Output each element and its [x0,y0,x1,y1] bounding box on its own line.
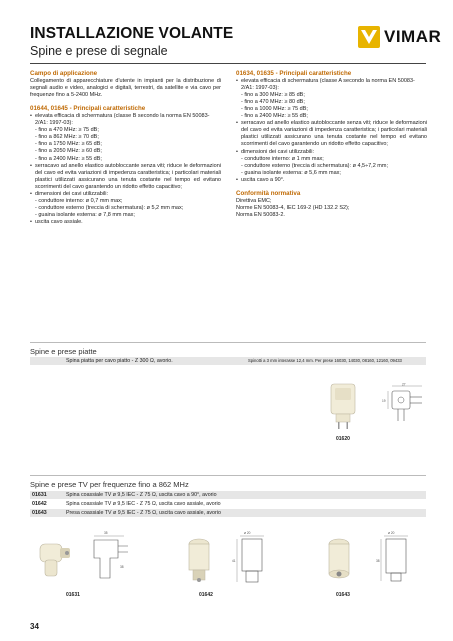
features-title-left: 01644, 01645 - Principali caratteristiche [30,105,146,113]
conformity-title: Conformità normativa [236,189,301,197]
bullet-shielding: • elevata efficacia di schermatura (classe A secondo la norma EN 50083-2/A1: 1997-03): [236,78,427,92]
page-title: INSTALLAZIONE VOLANTE [30,25,234,42]
table-row [30,500,426,508]
freq-item: - fino a 2050 MHz: ≥ 60 dB; [35,148,102,155]
row-description: Presa coassiale TV ø 9,5 IEC - Z 75 Ω, uscita cavo assiale, avorio [66,510,221,516]
straight-plug-image [184,536,214,584]
freq-item: - fino a 470 MHz: ≥ 80 dB; [241,99,305,106]
section-divider [30,475,426,476]
product-code-caption: 01620 [336,436,350,442]
row-description: Spina coassiale TV ø 9,5 IEC - Z 75 Ω, uscita cavo a 90°, avorio [66,492,217,498]
freq-item: - fino a 1750 MHz: ≥ 65 dB; [35,141,102,148]
table-row [30,491,426,499]
dim-item: - guaina isolante esterna: ø 5,6 mm max; [241,169,341,176]
conformity-line: Norma EN 50083-2. [236,211,285,218]
svg-text:ø 20: ø 20 [388,531,395,535]
section-title-flat: Spine e prese piatte [30,347,97,356]
product-code-caption: 01631 [66,592,80,598]
dim-item: - conduttore esterno (treccia di schermatura): ø 4,5÷7,2 mm; [241,162,388,169]
conformity-line: Direttiva EMC; [236,197,272,204]
product-code-caption: 01642 [199,592,213,598]
right-column [236,70,427,219]
left-column [30,70,221,226]
bullet-cable-dimensions: • dimensioni dei cavi utilizzabili: [30,191,221,198]
campo-title: Campo di applicazione [30,70,98,77]
dim-item: - conduttore interno: ø 0,7 mm max; [35,197,123,204]
section-title-tv: Spine e prese TV per frequenze fino a 862 MHz [30,480,189,489]
row-code: 01643 [32,510,47,516]
header-divider [30,63,426,64]
brand-logo [358,25,441,49]
dim-item: - conduttore interno: ø 1 mm max; [241,155,324,162]
plug-90-image [36,534,76,580]
row-description: Spina piatta per cavo piatto - Z 300 Ω, avorio. [66,358,173,364]
svg-text:27: 27 [402,383,406,387]
plug-90-drawing [84,530,132,584]
flat-plug-image [324,380,362,430]
row-code: 01642 [32,501,47,507]
bullet-cable-exit: • uscita cavo a 90°. [236,177,427,184]
freq-item: - fino a 1000 MHz: ≥ 75 dB; [241,106,308,113]
straight-plug-drawing [232,530,272,586]
conformity-line: Norme EN 50083-4, IEC 169-2 (HD 132.2 S2); [236,204,350,211]
freq-item: - fino a 300 MHz: ≥ 85 dB; [241,92,305,99]
product-code-caption: 01643 [336,592,350,598]
freq-item: - fino a 862 MHz: ≥ 70 dB; [35,134,99,141]
table-row [30,509,426,517]
freq-item: - fino a 2400 MHz: ≥ 55 dB; [35,155,102,162]
row-code: 01631 [32,492,47,498]
table-row [30,357,426,365]
bullet-cable-exit: • uscita cavo assiale. [30,219,221,226]
page-subtitle: Spine e prese di segnale [30,44,168,58]
svg-text:38: 38 [120,565,124,569]
brand-name: VIMAR [384,27,442,46]
freq-item: - fino a 470 MHz: ≥ 75 dB; [35,127,99,134]
row-note: Spinotti a 3 mm interasse 12,4 mm. Per prese 16030, 14030, 08160, 12160, 09433 [248,358,402,363]
dim-item: - guaina isolante esterna: ø 7,8 mm max; [35,211,135,218]
flat-plug-drawing [380,383,426,423]
vimar-logo-icon [358,26,380,48]
bullet-cable-clamp: • serracavo ad anello elastico autobloccante senza viti; riduce le deformazioni del cavo ed evita variazioni di impedenza caratteristica; i particolari materiali plastici utilizzati assicurano una tenuta costante nel tempo ed evitano scorrimenti del cavo garantendo un ridotto effetto capacitivo; [30,163,221,191]
bullet-cable-clamp: • serracavo ad anello elastico autobloccante senza viti; riduce le deformazioni del cavo ed evita variazioni di impedenza caratteristica; i particolari materiali plastici utilizzati assicurano una tenuta costante nel tempo ed evitano scorrimenti del cavo garantendo un ridotto effetto capacitivo; [236,120,427,148]
campo-text: Collegamento di apparecchiature d'utente in impianti per la distribuzione di segnali audio e video, analogici e digitali, terrestri, da satellite e via cavo per frequenze fino a 5-2400 MHz. [30,78,221,99]
svg-text:35: 35 [104,531,108,535]
svg-text:ø 20: ø 20 [244,531,251,535]
coax-socket-image [324,536,354,584]
svg-text:19: 19 [382,399,386,403]
features-title-right: 01634, 01635 - Principali caratteristiche [236,70,352,77]
dim-item: - conduttore esterno (treccia di schermatura): ø 5,2 mm max; [35,204,184,211]
page-number: 34 [30,622,39,631]
freq-item: - fino a 2400 MHz: ≥ 55 dB; [241,113,308,120]
bullet-shielding: • elevata efficacia di schermatura (classe B secondo la norma EN 50083-2/A1: 1997-03): [30,113,221,127]
row-description: Spina coassiale TV ø 9,5 IEC - Z 75 Ω, uscita cavo assiale, avorio [66,501,221,507]
coax-socket-drawing [376,530,416,586]
bullet-cable-dimensions: • dimensioni dei cavi utilizzabili: [236,149,427,156]
svg-text:38: 38 [376,559,380,563]
section-divider [30,342,426,343]
svg-text:41: 41 [232,559,236,563]
